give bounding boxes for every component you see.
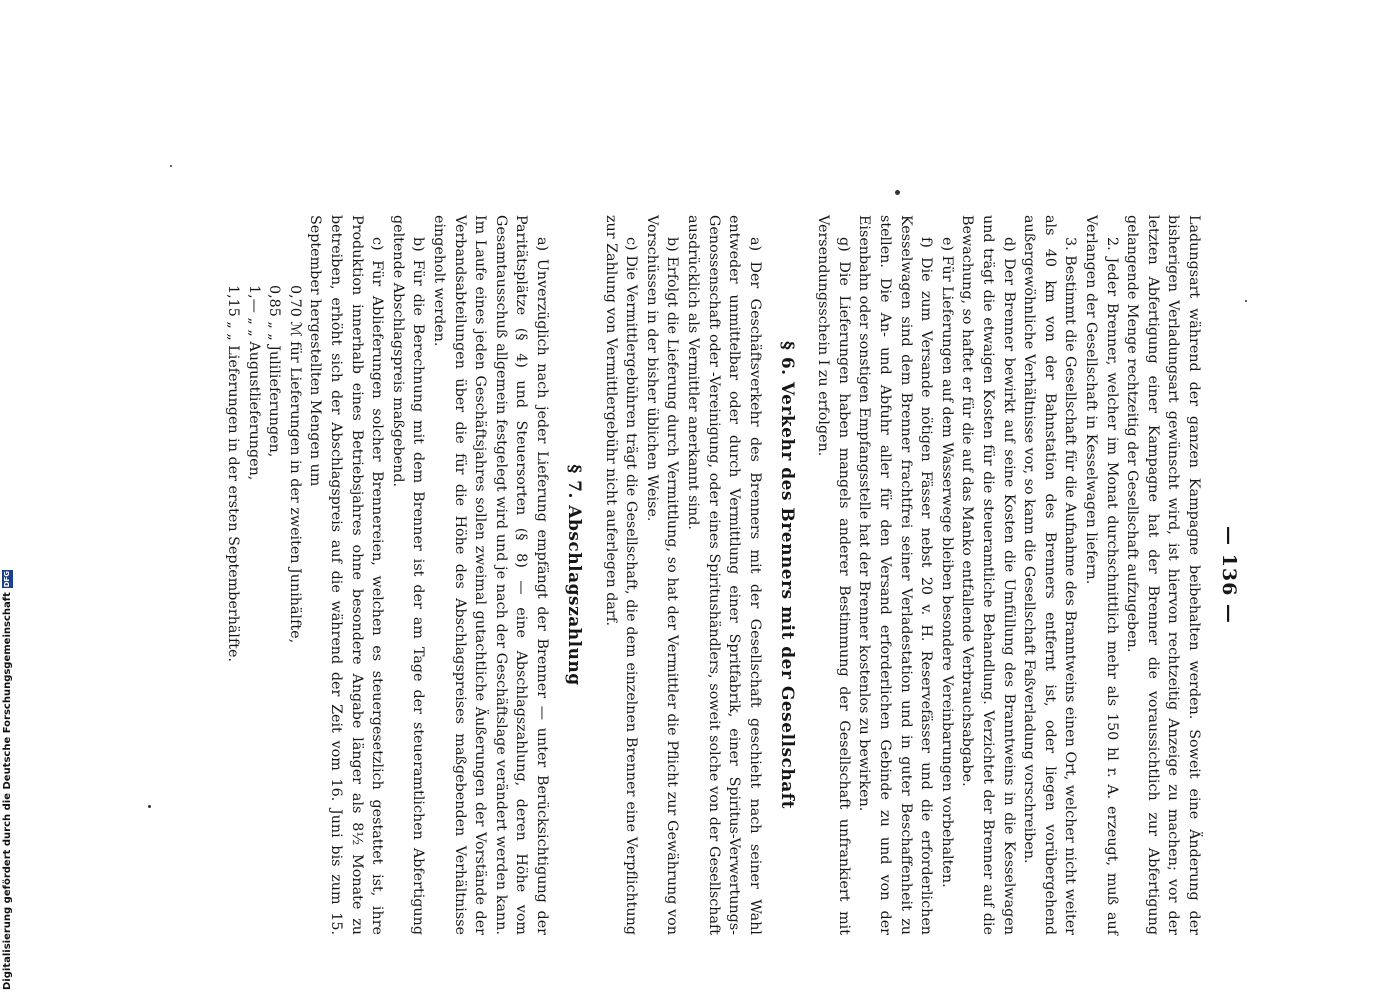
scan-speck [170, 165, 172, 167]
paragraph: c) Für Ablieferungen solcher Brennereien, welchen es steuergesetzlich gestattet ist, ihre Produktion innerhalb eines Betriebsjahres ohne besondere Angabe länger als 8½ Monate zu betreiben, erhöht sich der Abschlagspreis auf die während der Zeit vom 16. Juni bis zum 15. September hergestellten Mengen um [307, 215, 386, 935]
credit-text: Digitalisierung gefördert durch die Deutsche Forschungsgemeinschaft [2, 592, 13, 990]
paragraph: b) Für die Berechnung mit dem Brenner ist der am Tage der steueramtlichen Abfertigung geltende Abschlagspreis maßgebend. [389, 215, 427, 935]
paragraph: Ladungsart während der ganzen Kampagne beibehalten werden. Soweit eine Änderung der bisherigen Verladungsart gewünscht wird, ist hiervon rechtzeitig Anzeige zu machen; vor der letzten Abfertigung einer Kampagne hat der Brenner die voraussichtlich zur Abfertigung gelangende Menge rechtzeitig der Gesellschaft aufzugeben. [1124, 215, 1202, 935]
paragraph: f) Die zum Versande nötigen Fässer nebst 20 v. H. Reservefässer und die erforderlichen Kesselwagen sind dem Brenner frachtfrei seiner Verladestation und in guter Beschaffenheit zu stellen. Die An- und Abfuhr aller für den Versand erforderlichen Gebinde zu und von der Eisenbahn oder sonstigen Empfangsstelle hat der Brenner kostenlos zu bewirken. [856, 215, 935, 935]
paragraph: a) Unverzüglich nach jeder Lieferung empfängt der Brenner — unter Berücksichtigung der Paritätsplätze (§ 4) und Steuersorten (§ 8) — eine Abschlagszahlung, deren Höhe vom Gesamtausschuß allgemein festgelegt wird und je nach der Geschäftslage verändert werden kann. Im Laufe eines jeden Geschäftsjahres sollen zweimal gutachtliche Äußerungen der Vorstände der Verbandsabteilungen über die für die Höhe des Abschlagspreises maßgebenden Verhältnisse eingeholt werden. [431, 215, 550, 935]
paragraph: c) Die Vermittlergebühren trägt die Gesellschaft, die dem einzelnen Brenner eine Verpflichtung zur Zahlung von Vermittlergebühr nicht auferlegen darf. [602, 215, 640, 935]
paragraph: a) Der Geschäftsverkehr des Brenners mit der Gesellschaft geschieht nach seiner Wahl entweder unmittelbar oder durch Vermittlung einer Spritfabrik, einer Spiritus-Verwertungs-Genossenschaft oder -Vereinigung, oder eines Spiritushändlers, soweit solche von der Gesellschaft ausdrücklich als Vermittler anerkannt sind. [684, 215, 763, 935]
list-item: 1,15 „ „ Lieferungen in der ersten Septemberhälfte. [225, 285, 242, 663]
dfg-logo: DFG [3, 570, 11, 588]
scan-speck [895, 190, 900, 195]
paragraph: 2. Jeder Brenner, welcher im Monat durchschnittlich mehr als 150 hl r. A. erzeugt, muß auf Verlangen der Gesellschaft in Kesselwagen liefern. [1083, 215, 1120, 935]
digitization-credit [2, 570, 13, 990]
scan-speck [1245, 300, 1247, 302]
paragraph: e) Für Lieferungen auf dem Wasserwege bleiben besondere Vereinbarungen vorbehalten. [938, 237, 955, 888]
page-number: — 136 — [1218, 526, 1240, 624]
list-item: 1,— „ „ Augustlieferungen, [245, 285, 262, 481]
section-heading: § 6. Verkehr des Brenners mit der Gesellschaft [776, 341, 797, 809]
list-item: 0,70 ℳ für Lieferungen in der zweiten Junihälfte, [286, 285, 303, 644]
paragraph: g) Die Lieferungen haben mangels anderer Bestimmung der Gesellschaft unfrankiert mit Versendungsschein I zu erfolgen. [815, 215, 852, 935]
paragraph: b) Erfolgt die Lieferung durch Vermittlung, so hat der Vermittler die Pflicht zur Gewährung von Vorschüssen in der bisher üblichen Weise. [643, 215, 681, 935]
paragraph: 3. Bestimmt die Gesellschaft für die Aufnahme des Branntweins einen Ort, welcher nicht weiter als 40 km von der Bahnstation des Brenners entfernt ist, oder liegen vorübergehend außergewöhnliche Verhältnisse vor, so kann die Gesellschaft Faßverladung vorschreiben. [1021, 215, 1079, 935]
paragraph: d) Der Brenner bewirkt auf seine Kosten die Umfüllung des Branntweins in die Kesselwagen und trägt die etwaigen Kosten für die steueramtliche Behandlung. Verzichtet der Brenner auf die Bewachung, so haftet er für die auf das Manko entfallende Verbrauchsabgabe. [959, 215, 1017, 935]
document-page [222, 215, 1240, 935]
scan-speck [148, 805, 151, 808]
section-heading: § 7. Abschlagszahlung [563, 464, 584, 686]
list-item: 0,85 „ „ Julilieferungen, [266, 285, 283, 458]
